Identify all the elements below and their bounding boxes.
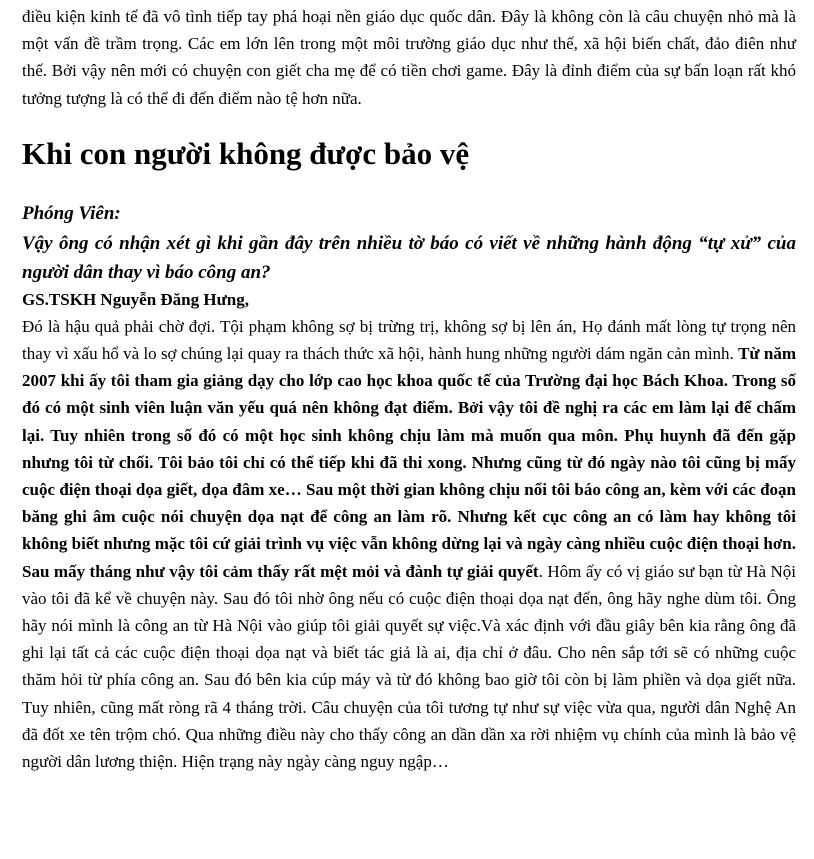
answer-text-continued: . Hôm ấy có vị giáo sư bạn từ Hà Nội vào tôi đã kể về chuyện này. Sau đó tôi nhờ ông nếu có cuộc điện thoại dọa nạt đến, ông hãy nghe dùm tôi. Ông hãy nói mình là công an từ Hà Nội vào giúp tôi giải quyết sự việc.Và xác định với đầu giây bên kia rằng ông đã ghi lại tất cả các cuộc điện thoại dọa nạt và biết tác giả là ai, địa chỉ ở đâu. Cho nên sắp tới sẽ có những cuộc thăm hỏi từ phía công an. Sau đó bên kia cúp máy và từ đó không bao giờ tôi còn bị làm phiền và dọa giết nữa. Tuy nhiên, cũng mất ròng rã 4 tháng trời. Câu chuyện của tôi tương tự như sự việc vừa qua, người dân Nghệ An đã đốt xe tên trộm chó. Qua những điều này cho thấy công an dần dần xa rời nhiệm vụ chính của mình là bảo vệ người dân lương thiện. Hiện trạng này ngày càng nguy ngập…: [22, 561, 796, 772]
answer-paragraph: [22, 313, 796, 775]
intro-paragraph: điều kiện kinh tế đã vô tình tiếp tay phá hoại nền giáo dục quốc dân. Đây là không còn là câu chuyện nhỏ mà là một vấn đề trầm trọng. Các em lớn lên trong một môi trường giáo dục như thế, xã hội biến chất, đảo điên như thế. Bởi vậy nên mới có chuyện con giết cha mẹ để có tiền chơi game. Đây là đỉnh điểm của sự bấn loạn rất khó tưởng tượng là có thể đi đến điểm nào tệ hơn nữa.: [22, 7, 796, 108]
section-heading: Khi con người không được bảo vệ: [22, 135, 470, 171]
article-body: [22, 3, 796, 775]
reporter-label: Phóng Viên:: [22, 202, 121, 224]
answer-text-regular: Đó là hậu quả phải chờ đợi. Tội phạm không sợ bị trừng trị, không sợ bị lên án, Họ đánh mất lòng tự trọng nên thay vì xấu hổ và lo sợ chúng lại quay ra thách thức xã hội, hành hung những người dám ngăn cản mình.: [22, 316, 796, 364]
speaker-name: GS.TSKH Nguyễn Đăng Hưng,: [22, 289, 250, 309]
interview-question: Vậy ông có nhận xét gì khi gần đây trên nhiều tờ báo có viết về những hành động “tự xử” của người dân thay vì báo công an?: [22, 232, 796, 283]
answer-text-bold: Từ năm 2007 khi ấy tôi tham gia giảng dạy cho lớp cao học khoa quốc tế của Trường đại học Bách Khoa. Trong số đó có một sinh viên luận văn yếu quá nên không đạt điểm. Bởi vậy tôi đề nghị ra các em làm lại để chấm lại. Tuy nhiên trong số đó có một học sinh không chịu làm mà muốn qua môn. Phụ huynh đã đến gặp nhưng tôi từ chối. Tôi bảo tôi chỉ có thể tiếp khi đã thi xong. Nhưng cũng từ đó ngày nào tôi cũng bị mấy cuộc điện thoại dọa giết, dọa đâm xe… Sau một thời gian không chịu nổi tôi báo công an, kèm với các đoạn băng ghi âm cuộc nói chuyện dọa nạt để công an làm rõ. Nhưng kết cục công an có làm hay không tôi không biết nhưng mặc tôi cứ giải trình vụ việc vẫn không dừng lại và ngày càng nhiều cuộc điện thoại hơn. Sau mấy tháng như vậy tôi cảm thấy rất mệt mỏi và đành tự giải quyết: [22, 344, 796, 581]
